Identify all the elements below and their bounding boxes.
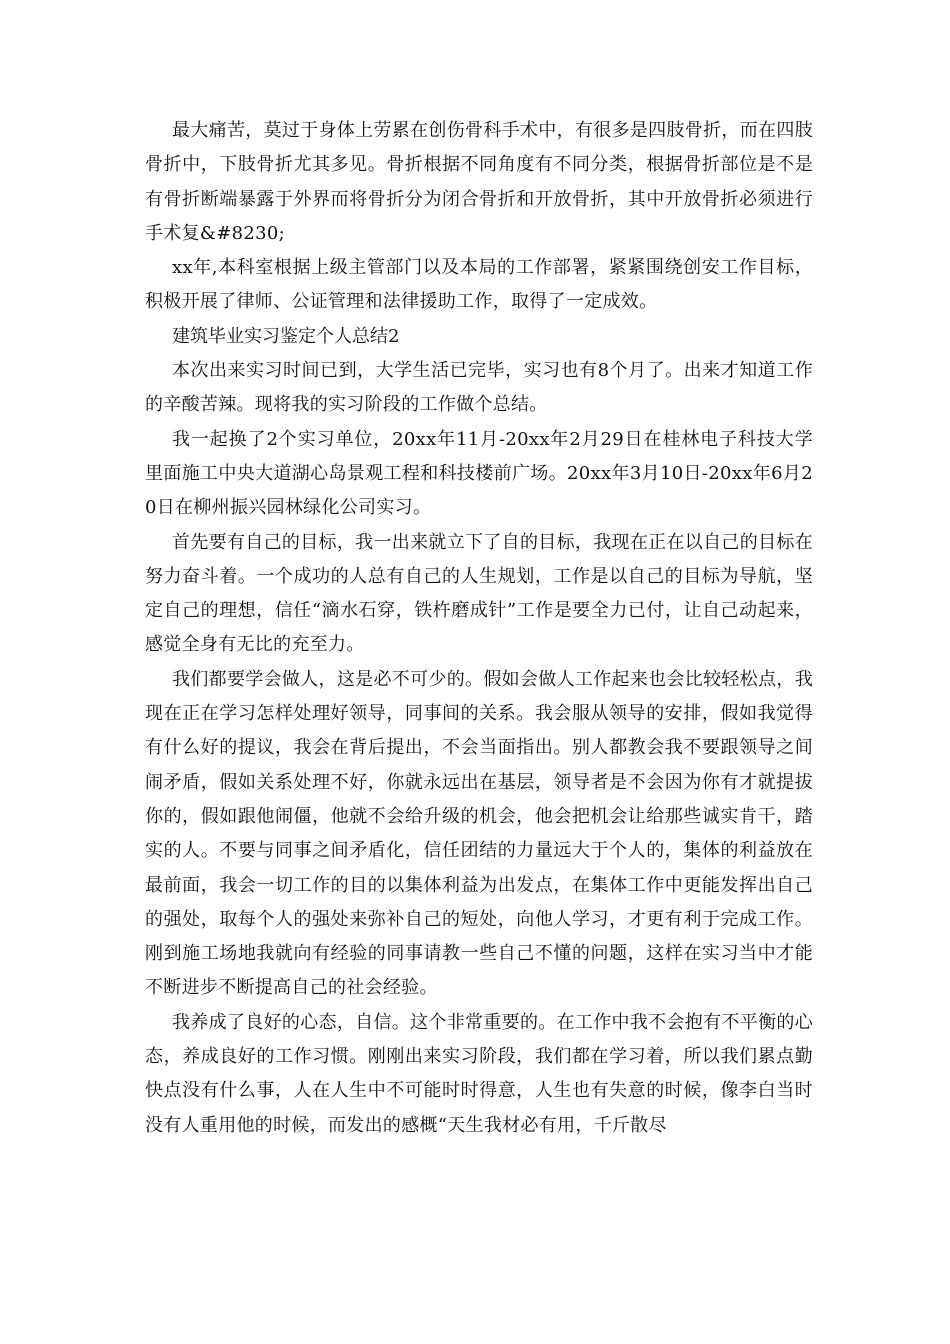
paragraph-department-work: xx年,本科室根据上级主管部门以及本局的工作部署，紧紧围绕创安工作目标，积极开展了律师、公证管理和法律援助工作，取得了一定成效。: [145, 257, 813, 313]
paragraph-being-a-person: 我们都要学会做人，这是必不可少的。假如会做人工作起来也会比较轻松点，我现在正在学习怎样处理好领导，同事间的关系。我会服从领导的安排，假如我觉得有什么好的提议，我会在背后提出，不会当面指出。别人都教会我不要跟领导之间闹矛盾，假如关系处理不好，你就永远出在基层，领导者是不会因为你有才就提拔你的，假如跟他闹僵，他就不会给升级的机会，他会把机会让给那些诚实肯干，踏实的人。不要与同事之间矛盾化，信任团结的力量远大于个人的，集体的利益放在最前面，我会一切工作的目的以集体利益为出发点，在集体工作中更能发挥出自己的强处，取每个人的强处来弥补自己的短处，向他人学习，才更有利于完成工作。刚到施工场地我就向有经验的同事请教一些自己不懂的问题，这样在实习当中才能不断进步不断提高自己的社会经验。: [145, 668, 813, 999]
paragraph-internship-summary: 本次出来实习时间已到，大学生活已完毕，实习也有8个月了。出来才知道工作的辛酸苦辣。现将我的实习阶段的工作做个总结。: [145, 360, 813, 416]
paragraph-fracture-intro: 最大痛苦，莫过于身体上劳累在创伤骨科手术中，有很多是四肢骨折，而在四肢骨折中，下肢骨折尤其多见。骨折根据不同角度有不同分类，根据骨折部位是不是有骨折断端暴露于外界而将骨折分为闭合骨折和开放骨折，其中开放骨折必须进行手术复&#8230;: [145, 120, 813, 244]
document-body: [145, 114, 813, 1143]
paragraph-mindset: 我养成了良好的心态，自信。这个非常重要的。在工作中我不会抱有不平衡的心态，养成良好的工作习惯。刚刚出来实习阶段，我们都在学习着，所以我们累点勤快点没有什么事，人在人生中不可能时时得意，人生也有失意的时候，像李白当时没有人重用他的时候，而发出的感概“天生我材必有用，千斤散尽: [145, 1011, 813, 1136]
paragraph-internship-units: 我一起换了2个实习单位，20xx年11月-20xx年2月29日在桂林电子科技大学里面施工中央大道湖心岛景观工程和科技楼前广场。20xx年3月10日-20xx年6月20日在柳州振兴园林绿化公司实习。: [145, 428, 813, 519]
section-heading: 建筑毕业实习鉴定个人总结2: [172, 325, 400, 347]
paragraph-goals: 首先要有自己的目标，我一出来就立下了自的目标，我现在正在以自己的目标在努力奋斗着。一个成功的人总有自己的人生规划，工作是以自己的目标为导航，坚定自己的理想，信任“滴水石穿，铁杵磨成针”工作是要全力已付，让自己动起来，感觉全身有无比的充至力。: [145, 531, 813, 656]
